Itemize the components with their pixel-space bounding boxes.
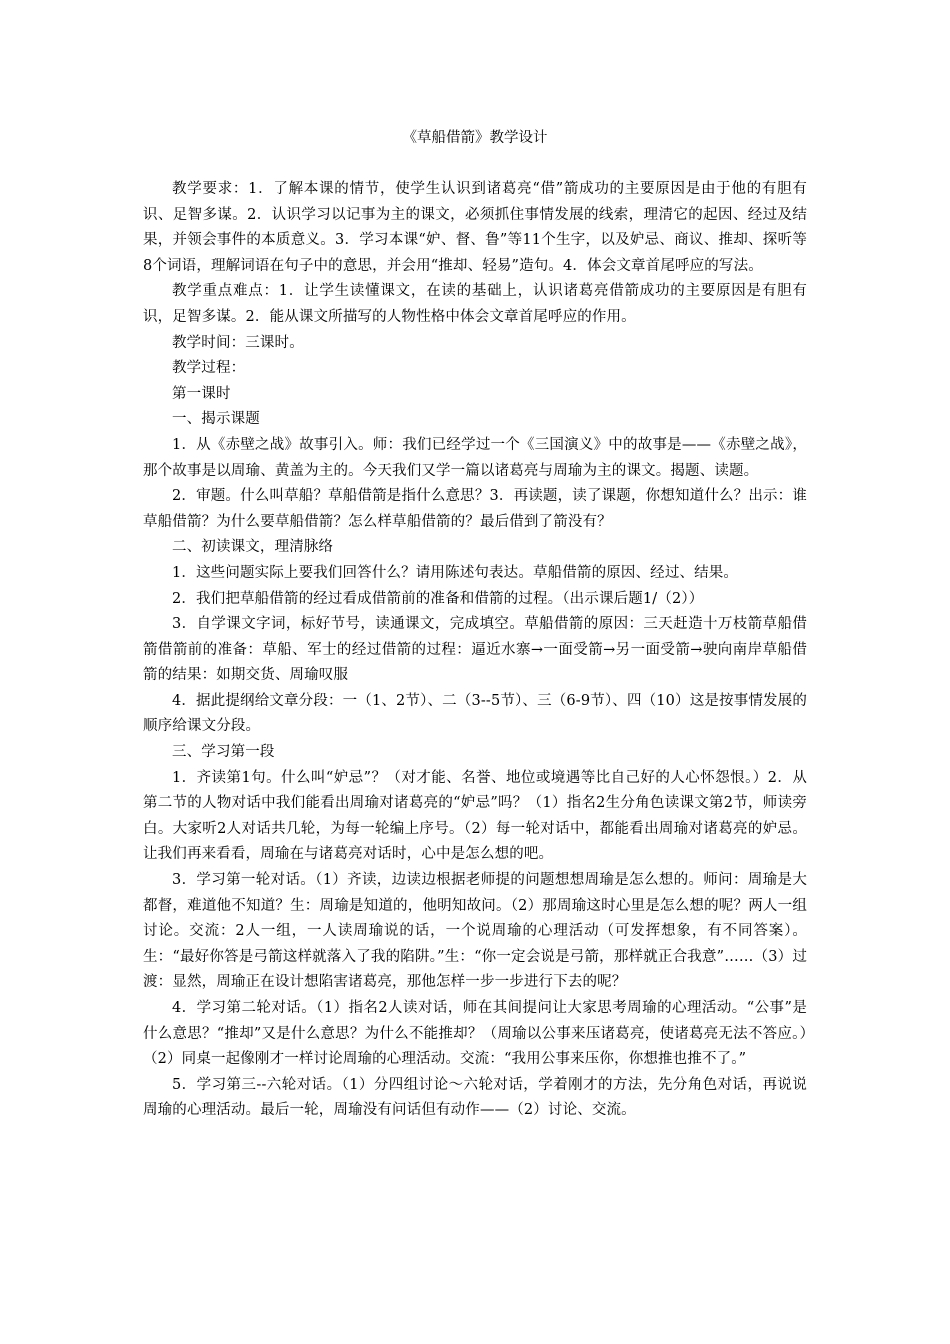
paragraph: 1．这些问题实际上要我们回答什么？请用陈述句表达。草船借箭的原因、经过、结果。 [172,564,739,581]
paragraph: 教学过程： [172,360,246,377]
paragraph: 5．学习第三--六轮对话。（1）分四组讨论～六轮对话，学着刚才的方法，先分角色对话，再说说周瑜的心理活动。最后一轮，周瑜没有问话但有动作——（2）讨论、交流。 [143,1076,807,1119]
paragraph: 1．齐读第1句。什么叫“妒忌”？（对才能、名誉、地位或境遇等比自己好的人心怀怨恨。）2．从第二节的人物对话中我们能看出周瑜对诸葛亮的“妒忌”吗？（1）指名2生分角色读课文第2节，师读旁白。大家听2人对话共几轮，为每一轮编上序号。（2）每一轮对话中，都能看出周瑜对诸葛亮的妒忌。让我们再来看看，周瑜在与诸葛亮对话时，心中是怎么想的吧。 [143,769,807,863]
paragraph: 4．学习第二轮对话。（1）指名2人读对话，师在其间提问让大家思考周瑜的心理活动。“公事”是什么意思？“推却”又是什么意思？为什么不能推却？（周瑜以公事来压诸葛亮，使诸葛亮无法不答应。）（2）同桌一起像刚才一样讨论周瑜的心理活动。交流：“我用公事来压你，你想推也推不了。” [143,1000,807,1068]
section-heading: 三、学习第一段 [172,744,275,761]
paragraph: 教学时间：三课时。 [172,334,304,351]
paragraph: 4．据此提纲给文章分段：一（1、2节）、二（3--5节）、三（6-9节）、四（10）这是按事情发展的顺序给课文分段。 [143,692,807,735]
section-heading: 第一课时 [172,385,231,402]
paragraph: 2．审题。什么叫草船？草船借箭是指什么意思？3．再读题，读了课题，你想知道什么？出示：谁草船借箭？为什么要草船借箭？怎么样草船借箭的？最后借到了箭没有？ [143,488,807,530]
paragraph: 2．我们把草船借箭的经过看成借箭前的准备和借箭的过程。（出示课后题1/（2）） [172,590,704,607]
section-heading: 二、初读课文，理清脉络 [172,539,334,556]
paragraph: 教学重点难点：1．让学生读懂课文，在读的基础上，认识诸葛亮借箭成功的主要原因是有胆有识，足智多谋。2．能从课文所描写的人物性格中体会文章首尾呼应的作用。 [143,283,807,325]
paragraph: 教学要求：1．了解本课的情节，使学生认识到诸葛亮“借”箭成功的主要原因是由于他的有胆有识、足智多谋。2．认识学习以记事为主的课文，必须抓住事情发展的线索，理清它的起因、经过及结果，并领会事件的本质意义。3．学习本课“妒、督、鲁”等11个生字，以及妒忌、商议、推却、探听等8个词语，理解词语在句子中的意思，并会用“推却、轻易”造句。4．体会文章首尾呼应的写法。 [143,181,807,274]
paragraph: 3．自学课文字词，标好节号，读通课文，完成填空。草船借箭的原因：三天赶造十万枝箭草船借箭借箭前的准备：草船、军士的经过借箭的过程：逼近水寨→一面受箭→另一面受箭→驶向南岸草船借箭的结果：如期交货、周瑜叹服 [143,616,807,684]
paragraph: 3．学习第一轮对话。（1）齐读，边读边根据老师提的问题想想周瑜是怎么想的。师问：周瑜是大都督，难道他不知道？生：周瑜是知道的，他明知故问。（2）那周瑜这时心里是怎么想的呢？两人一组讨论。交流：2人一组，一人读周瑜说的话，一个说周瑜的心理活动（可发挥想象，有不同答案）。生：“最好你答是弓箭这样就落入了我的陷阱。”生：“你一定会说是弓箭，那样就正合我意”……（3）过渡：显然，周瑜正在设计想陷害诸葛亮，那他怎样一步一步进行下去的呢？ [143,872,807,991]
section-heading: 一、揭示课题 [172,411,260,428]
paragraph: 1．从《赤壁之战》故事引入。师：我们已经学过一个《三国演义》中的故事是——《赤壁之战》，那个故事是以周瑜、黄盖为主的。今天我们又学一篇以诸葛亮与周瑜为主的课文。揭题、读题。 [143,436,807,479]
document-title: 《草船借箭》教学设计 [402,130,548,146]
document-body [143,177,807,1124]
